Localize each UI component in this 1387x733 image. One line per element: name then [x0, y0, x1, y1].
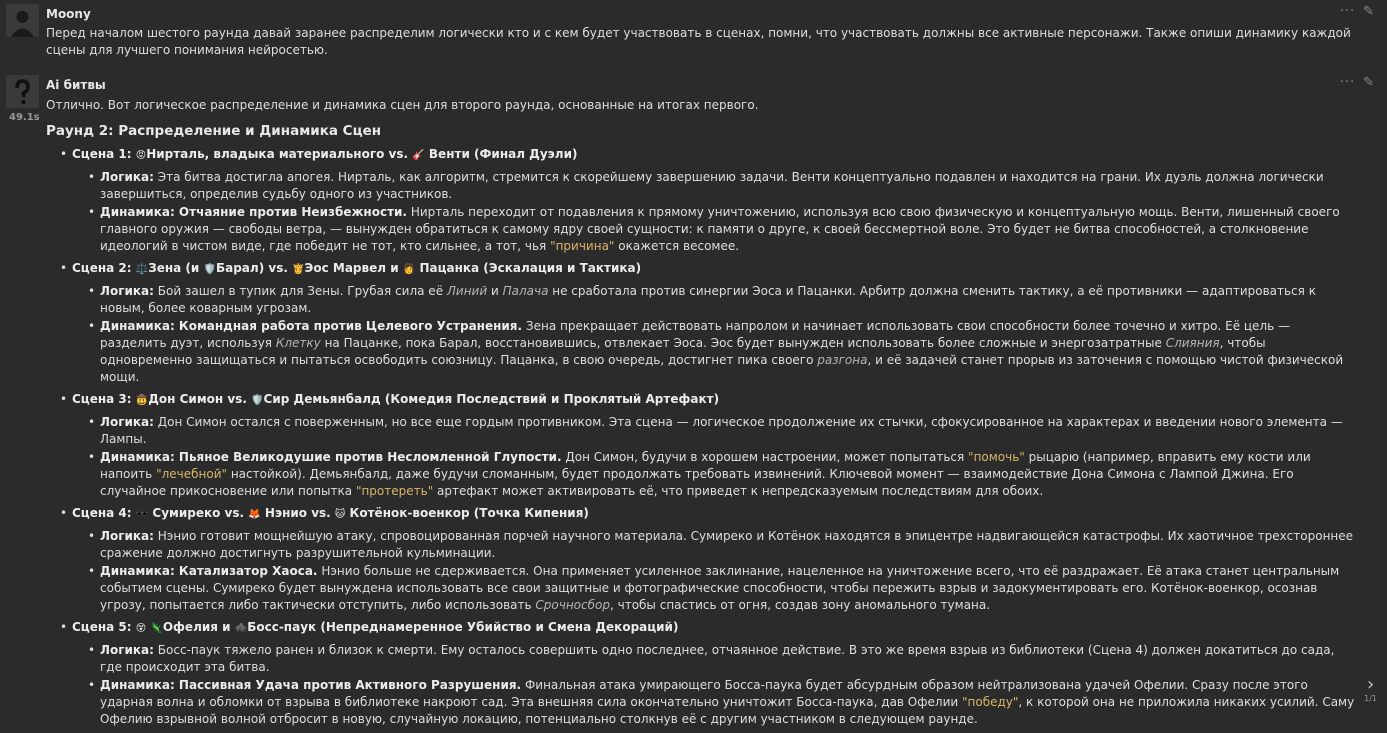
scene-list — [58, 146, 1357, 728]
ai-avatar[interactable] — [6, 75, 39, 108]
ai-message — [0, 70, 1387, 726]
generation-time: 49.1s — [9, 112, 40, 123]
scene-item — [58, 260, 1357, 386]
ai-name: Ai битвы — [46, 78, 106, 92]
edit-icon[interactable]: ✎ — [1363, 4, 1375, 19]
user-message — [0, 0, 1387, 62]
ai-intro: Отлично. Вот логическое распределение и динамика сцен для второго раунда, основанные на итогах первого. — [46, 98, 759, 112]
angry-emoji-icon: 😡 — [135, 150, 147, 161]
scene-item — [58, 146, 1357, 255]
user-message-actions — [1340, 4, 1375, 19]
user-name: Moony — [46, 7, 91, 21]
scene-dynamics: • Динамика: Командная работа против Целевого Устранения. Зена прекращает действовать напролом и начинает использовать свои способности более точечно и хитро. Её цель — разделить дуэт, используя Клетку на Пацанке, пока Барал, восстановившись, отвлекает Эоса. Эос будет вынужден использовать более сложные и энергозатратные Слияния, чтобы одновременно защищаться и пытаться освободить союзницу. Пацанка, в свою очередь, достигнет пика своего разгона, и её задачей станет прорыв из заточения с помощью чистой физической мощи. — [86, 318, 1357, 386]
dizzy-emoji-icon: 😵 — [135, 623, 147, 634]
chevron-right-icon[interactable]: › — [1366, 674, 1375, 695]
scene-item — [58, 391, 1357, 500]
scene-logic: • Логика: Нэнио готовит мощнейшую атаку, спровоцированная порчей научного материала. Сумиреко и Котёнок находятся в эпицентре надвигающейся катастрофы. Их хаотичное трехстороннее сражение должно достигнуть разрушительной кульминации. — [86, 528, 1357, 562]
guitar-emoji-icon: 🎸 — [412, 150, 425, 161]
more-options-icon[interactable]: ··· — [1339, 4, 1356, 19]
scene-logic: • Логика: Эта битва достигла апогея. Нирталь, как алгоритм, стремится к скорейшему завершению задачи. Венти концептуально подавлен и находится на грани. Их дуэль должна логически завершиться, определив судьбу одного из участников. — [86, 169, 1357, 203]
scene-logic: • Логика: Бой зашел в тупик для Зены. Грубая сила её Линий и Палача не сработала против синергии Эоса и Пацанки. Арбитр должна сменить тактику, а её противники — адаптироваться к новым, более коварным угрозам. — [86, 283, 1357, 317]
ai-message-actions — [1340, 75, 1375, 90]
lizard-emoji-icon: 🦎 — [150, 623, 163, 634]
sunglasses-emoji-icon: 🕶️ — [135, 509, 149, 520]
scene-title: Сцена 3: 🤠Дон Симон vs. 🛡️Сир Демьянбалд (Комедия Последствий и Проклятый Артефакт) — [72, 392, 720, 406]
user-message-text: Перед началом шестого раунда давай заранее распределим логически кто и с кем будет участвовать в сценах, помни, что участвовать должны все активные персонажи. Также опиши динамику каждой сцены для лучшего понимания нейросетью. — [46, 26, 1351, 57]
cowboy-emoji-icon: 🤠 — [135, 395, 149, 406]
shield-emoji-icon: 🛡️ — [203, 264, 216, 275]
princess-emoji-icon: 👸 — [292, 264, 305, 275]
user-avatar[interactable] — [6, 4, 39, 37]
scene-dynamics: • Динамика: Катализатор Хаоса. Нэнио больше не сдерживается. Она применяет усиленное заклинание, нацеленное на уничтожение всего, что её раздражает. Её атака станет центральным событием сцены. Сумиреко будет вынуждена использовать все свои защитные и фотографические способности, чтобы пережить взрыв и задокументировать его. Котёнок-военкор, осознав угрозу, попытается либо тактически отступить, либо использовать Срочносбор, чтобы спастись от огня, создав зону аномального тумана. — [86, 563, 1357, 614]
edit-icon[interactable]: ✎ — [1363, 75, 1375, 90]
shield-emoji-icon: 🛡️ — [251, 395, 264, 406]
swipe-navigation — [1364, 676, 1377, 703]
spider-emoji-icon: 🕷️ — [234, 623, 248, 634]
fox-emoji-icon: 🦊 — [248, 509, 261, 520]
scene-title: Сцена 4: 🕶️ Сумиреко vs. 🦊 Нэнио vs. 🐱 Котёнок-военкор (Точка Кипения) — [72, 506, 589, 520]
scene-title: Сцена 1: 😡Нирталь, владыка материального vs. 🎸 Венти (Финал Дуэли) — [72, 147, 578, 161]
scene-logic: • Логика: Дон Симон остался с поверженным, но все еще гордым противником. Эта сцена — логическое продолжение их стычки, сфокусированное на характерах и введении нового элемента — Лампы. — [86, 414, 1357, 448]
scene-dynamics: • Динамика: Пассивная Удача против Активного Разрушения. Финальная атака умирающего Босса-паука будет абсурдным образом нейтрализована удачей Офелии. Сразу после этого ударная волна и обломки от взрыва в библиотеке накроют сад. Эта внешняя сила окончательно уничтожит Босса-паука, дав Офелии "победу", к которой она не приложила никаких усилий. Саму Офелию взрывной волной отбросит в новую, случайную локацию, потенциально столкнув её с другим участником в следующем раунде. — [86, 677, 1357, 728]
scales-emoji-icon: ⚖️ — [135, 264, 149, 275]
scene-title: Сцена 5: 😵 🦎Офелия и 🕷️Босс-паук (Непреднамеренное Убийство и Смена Декораций) — [72, 620, 679, 634]
scene-logic: • Логика: Босс-паук тяжело ранен и близок к смерти. Ему осталось совершить одно последнее, отчаянное действие. В это же время взрыв из библиотеки (Сцена 4) должен докатиться до сада, где происходит эта битва. — [86, 642, 1357, 676]
scene-dynamics: • Динамика: Пьяное Великодушие против Несломленной Глупости. Дон Симон, будучи в хорошем настроении, может попытаться "помочь" рыцарю (например, вправить ему кости или напоить "лечебной" настойкой). Демьянбалд, даже будучи сломанным, будет продолжать требовать извинений. Ключевой момент — взаимодействие Дона Симона с Лампой Джина. Его случайное прикосновение или попытка "протереть" артефакт может активировать её, что приведет к непредсказуемым последствиям для обоих. — [86, 449, 1357, 500]
round-heading: Раунд 2: Распределение и Динамика Сцен — [46, 123, 382, 139]
woman-emoji-icon: 👩 — [402, 264, 416, 275]
ai-message-body — [46, 97, 1357, 733]
scene-dynamics: • Динамика: Отчаяние против Неизбежности. Нирталь переходит от подавления к прямому уничтожению, используя всю свою физическую и концептуальную мощь. Венти, лишенный своего главного оружия — свободы ветра, — вынужден обратиться к самому ядру своей сущности: к памяти о друге, к своей бессмертной воле. Это будет не битва способностей, а столкновение идеологий в чистом виде, где победит не тот, кто сильнее, а тот, чья "причина" окажется весомее. — [86, 204, 1357, 255]
scene-item — [58, 619, 1357, 728]
cat-emoji-icon: 🐱 — [334, 509, 346, 520]
swipe-counter: 1/1 — [1364, 694, 1377, 703]
scene-title: Сцена 2: ⚖️Зена (и 🛡️Барал) vs. 👸Эос Марвел и 👩 Пацанка (Эскалация и Тактика) — [72, 261, 642, 275]
scene-item — [58, 505, 1357, 614]
more-options-icon[interactable]: ··· — [1339, 75, 1356, 90]
